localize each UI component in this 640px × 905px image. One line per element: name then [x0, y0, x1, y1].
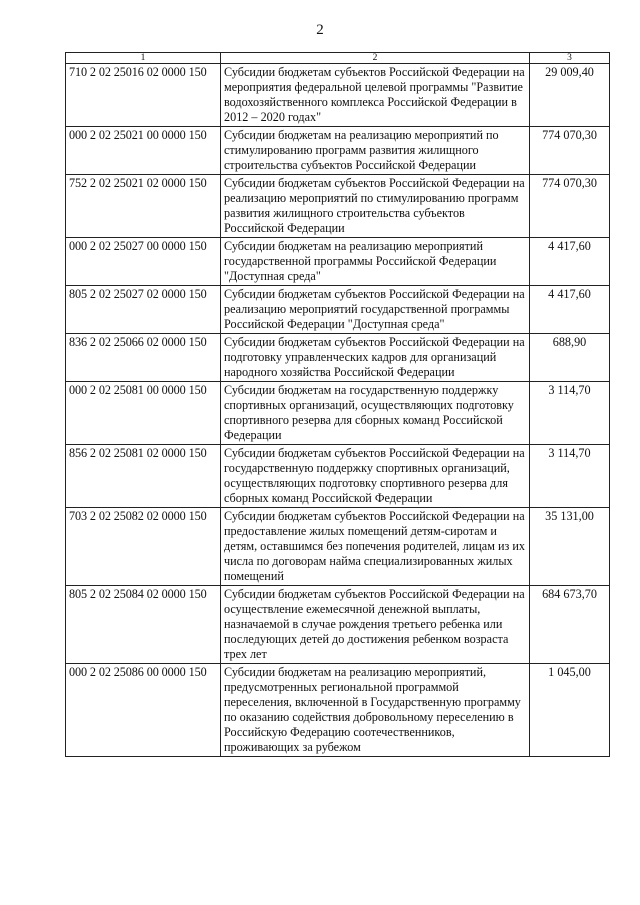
table-row — [66, 508, 610, 586]
table-header-row — [66, 53, 610, 64]
amount-cell: 4 417,60 — [530, 286, 610, 334]
amount-cell: 3 114,70 — [530, 382, 610, 445]
header-col-1: 1 — [66, 53, 221, 64]
amount-cell: 774 070,30 — [530, 127, 610, 175]
table-row — [66, 382, 610, 445]
name-cell: Субсидии бюджетам на реализацию мероприятий, предусмотренных региональной программой переселения, включенной в Государственную программу по оказанию содействия добровольному переселению в Российскую Федерацию соотечественников, проживающих за рубежом — [221, 664, 530, 757]
amount-cell: 1 045,00 — [530, 664, 610, 757]
name-cell: Субсидии бюджетам на реализацию мероприятий государственной программы Российской Федерации "Доступная среда" — [221, 238, 530, 286]
name-cell: Субсидии бюджетам субъектов Российской Федерации на подготовку управленческих кадров для организаций народного хозяйства Российской Федерации — [221, 334, 530, 382]
table-row — [66, 334, 610, 382]
name-cell: Субсидии бюджетам субъектов Российской Федерации на осуществление ежемесячной денежной выплаты, назначаемой в случае рождения третьего ребенка или последующих детей до достижения ребенком возраста трех лет — [221, 586, 530, 664]
table-row — [66, 238, 610, 286]
amount-cell: 4 417,60 — [530, 238, 610, 286]
name-cell: Субсидии бюджетам субъектов Российской Федерации на реализацию мероприятий по стимулированию программ развития жилищного строительства субъектов Российской Федерации — [221, 175, 530, 238]
page-number: 2 — [316, 22, 324, 38]
table-row — [66, 664, 610, 757]
amount-cell: 684 673,70 — [530, 586, 610, 664]
table-row — [66, 586, 610, 664]
table-row — [66, 175, 610, 238]
table-row — [66, 286, 610, 334]
amount-cell: 688,90 — [530, 334, 610, 382]
header-col-3: 3 — [530, 53, 610, 64]
name-cell: Субсидии бюджетам на реализацию мероприятий по стимулированию программ развития жилищного строительства субъектов Российской Федерации — [221, 127, 530, 175]
code-cell: 710 2 02 25016 02 0000 150 — [66, 64, 221, 127]
table-row — [66, 445, 610, 508]
name-cell: Субсидии бюджетам субъектов Российской Федерации на реализацию мероприятий государственной программы Российской Федерации "Доступная среда" — [221, 286, 530, 334]
budget-table — [65, 52, 610, 757]
amount-cell: 774 070,30 — [530, 175, 610, 238]
code-cell: 836 2 02 25066 02 0000 150 — [66, 334, 221, 382]
code-cell: 805 2 02 25084 02 0000 150 — [66, 586, 221, 664]
code-cell: 000 2 02 25021 00 0000 150 — [66, 127, 221, 175]
table-row — [66, 64, 610, 127]
amount-cell: 35 131,00 — [530, 508, 610, 586]
table-row — [66, 127, 610, 175]
amount-cell: 29 009,40 — [530, 64, 610, 127]
name-cell: Субсидии бюджетам субъектов Российской Федерации на предоставление жилых помещений детям-сиротам и детям, оставшимся без попечения родителей, лицам из их числа по договорам найма специализированных жилых помещений — [221, 508, 530, 586]
code-cell: 000 2 02 25027 00 0000 150 — [66, 238, 221, 286]
code-cell: 856 2 02 25081 02 0000 150 — [66, 445, 221, 508]
code-cell: 805 2 02 25027 02 0000 150 — [66, 286, 221, 334]
header-col-2: 2 — [221, 53, 530, 64]
code-cell: 000 2 02 25086 00 0000 150 — [66, 664, 221, 757]
amount-cell: 3 114,70 — [530, 445, 610, 508]
name-cell: Субсидии бюджетам на государственную поддержку спортивных организаций, осуществляющих подготовку спортивного резерва для сборных команд Российской Федерации — [221, 382, 530, 445]
code-cell: 703 2 02 25082 02 0000 150 — [66, 508, 221, 586]
code-cell: 000 2 02 25081 00 0000 150 — [66, 382, 221, 445]
code-cell: 752 2 02 25021 02 0000 150 — [66, 175, 221, 238]
name-cell: Субсидии бюджетам субъектов Российской Федерации на мероприятия федеральной целевой программы "Развитие водохозяйственного комплекса Российской Федерации в 2012 – 2020 годах" — [221, 64, 530, 127]
name-cell: Субсидии бюджетам субъектов Российской Федерации на государственную поддержку спортивных организаций, осуществляющих подготовку спортивного резерва для сборных команд Российской Федерации — [221, 445, 530, 508]
